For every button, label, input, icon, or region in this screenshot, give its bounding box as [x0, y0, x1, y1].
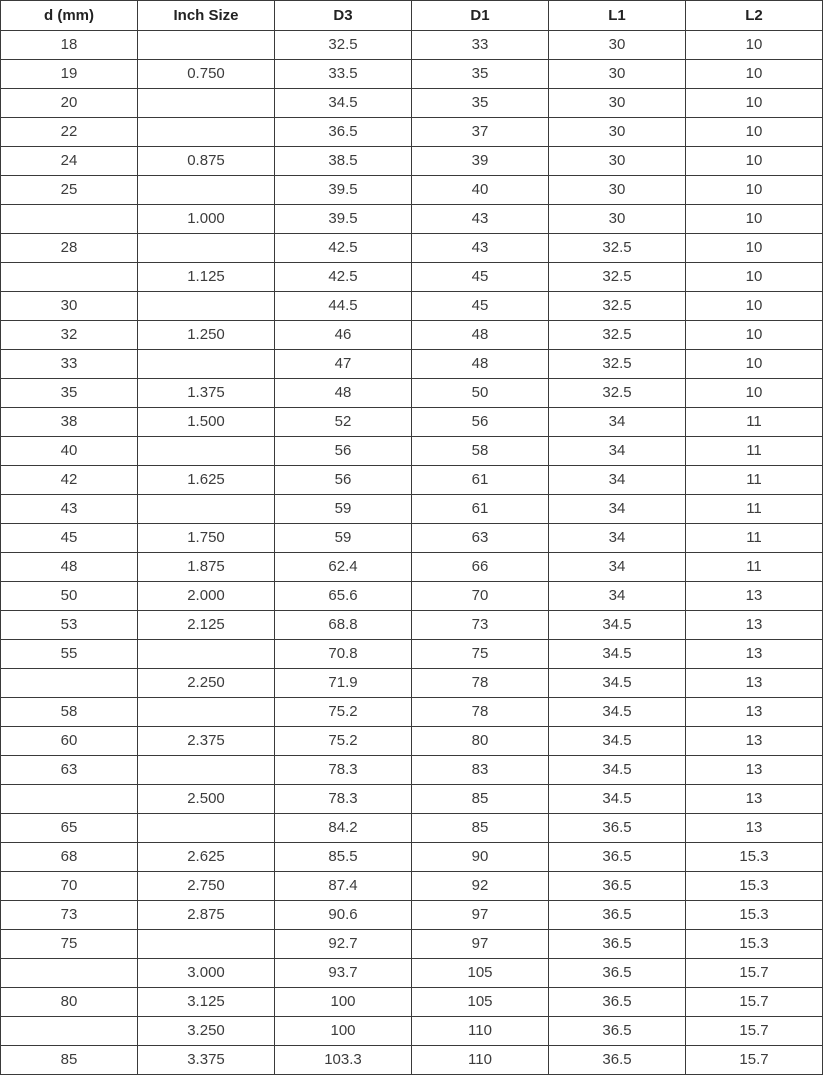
cell-d-mm: 30 — [1, 292, 138, 321]
table-row — [1, 437, 823, 466]
cell-l1: 30 — [549, 31, 686, 60]
cell-d3: 32.5 — [275, 31, 412, 60]
cell-d-mm: 58 — [1, 698, 138, 727]
cell-d1: 61 — [412, 466, 549, 495]
cell-l1: 36.5 — [549, 1017, 686, 1046]
cell-d-mm: 75 — [1, 930, 138, 959]
cell-inch-size: 3.125 — [138, 988, 275, 1017]
cell-d1: 90 — [412, 843, 549, 872]
cell-d3: 75.2 — [275, 698, 412, 727]
header-l1: L1 — [549, 1, 686, 31]
cell-d3: 47 — [275, 350, 412, 379]
cell-d1: 58 — [412, 437, 549, 466]
cell-d1: 37 — [412, 118, 549, 147]
cell-l2: 10 — [686, 31, 823, 60]
cell-l2: 10 — [686, 176, 823, 205]
cell-d-mm: 42 — [1, 466, 138, 495]
cell-d3: 75.2 — [275, 727, 412, 756]
cell-d-mm: 65 — [1, 814, 138, 843]
cell-d3: 68.8 — [275, 611, 412, 640]
cell-inch-size: 2.000 — [138, 582, 275, 611]
cell-d1: 45 — [412, 292, 549, 321]
table-row — [1, 930, 823, 959]
cell-d-mm — [1, 669, 138, 698]
table-row — [1, 901, 823, 930]
cell-inch-size: 2.375 — [138, 727, 275, 756]
cell-d-mm: 28 — [1, 234, 138, 263]
cell-d-mm: 55 — [1, 640, 138, 669]
table-row — [1, 1046, 823, 1075]
table-row — [1, 582, 823, 611]
table-row — [1, 640, 823, 669]
cell-l2: 15.3 — [686, 901, 823, 930]
cell-l2: 10 — [686, 321, 823, 350]
cell-d3: 90.6 — [275, 901, 412, 930]
header-row — [1, 1, 823, 31]
cell-d1: 85 — [412, 814, 549, 843]
cell-inch-size — [138, 640, 275, 669]
cell-d3: 42.5 — [275, 263, 412, 292]
cell-d-mm: 35 — [1, 379, 138, 408]
table-row — [1, 321, 823, 350]
cell-d-mm: 48 — [1, 553, 138, 582]
cell-inch-size — [138, 814, 275, 843]
cell-d3: 92.7 — [275, 930, 412, 959]
cell-l1: 34 — [549, 553, 686, 582]
cell-d-mm — [1, 263, 138, 292]
cell-d-mm: 80 — [1, 988, 138, 1017]
cell-inch-size: 0.750 — [138, 60, 275, 89]
cell-l2: 10 — [686, 379, 823, 408]
table-row — [1, 147, 823, 176]
table-row — [1, 60, 823, 89]
cell-l2: 15.3 — [686, 930, 823, 959]
cell-l1: 30 — [549, 176, 686, 205]
cell-l2: 10 — [686, 263, 823, 292]
cell-inch-size: 1.875 — [138, 553, 275, 582]
cell-d3: 36.5 — [275, 118, 412, 147]
table-row — [1, 176, 823, 205]
table-row — [1, 1017, 823, 1046]
table-row — [1, 698, 823, 727]
cell-d-mm: 53 — [1, 611, 138, 640]
table-row — [1, 872, 823, 901]
cell-inch-size: 3.375 — [138, 1046, 275, 1075]
cell-l1: 36.5 — [549, 988, 686, 1017]
cell-d3: 65.6 — [275, 582, 412, 611]
cell-d1: 48 — [412, 321, 549, 350]
cell-d1: 97 — [412, 930, 549, 959]
cell-d-mm: 19 — [1, 60, 138, 89]
table-row — [1, 495, 823, 524]
cell-d1: 35 — [412, 60, 549, 89]
cell-l2: 13 — [686, 814, 823, 843]
table-row — [1, 263, 823, 292]
cell-d3: 59 — [275, 495, 412, 524]
cell-l2: 15.3 — [686, 872, 823, 901]
cell-d1: 92 — [412, 872, 549, 901]
cell-l2: 13 — [686, 698, 823, 727]
cell-l1: 32.5 — [549, 379, 686, 408]
table-row — [1, 205, 823, 234]
cell-d3: 100 — [275, 988, 412, 1017]
cell-d3: 100 — [275, 1017, 412, 1046]
cell-l2: 15.3 — [686, 843, 823, 872]
cell-d3: 103.3 — [275, 1046, 412, 1075]
cell-inch-size: 1.375 — [138, 379, 275, 408]
table-row — [1, 669, 823, 698]
cell-l1: 34 — [549, 495, 686, 524]
cell-l2: 11 — [686, 553, 823, 582]
cell-l1: 36.5 — [549, 901, 686, 930]
cell-l1: 34.5 — [549, 611, 686, 640]
cell-d-mm: 25 — [1, 176, 138, 205]
table-row — [1, 843, 823, 872]
cell-d1: 78 — [412, 698, 549, 727]
cell-l1: 30 — [549, 205, 686, 234]
table-row — [1, 350, 823, 379]
cell-inch-size: 1.250 — [138, 321, 275, 350]
cell-l1: 34.5 — [549, 640, 686, 669]
cell-d3: 39.5 — [275, 176, 412, 205]
table-row — [1, 379, 823, 408]
table-row — [1, 611, 823, 640]
table-row — [1, 785, 823, 814]
cell-l2: 15.7 — [686, 1017, 823, 1046]
cell-d-mm: 85 — [1, 1046, 138, 1075]
table-row — [1, 553, 823, 582]
cell-l2: 10 — [686, 350, 823, 379]
cell-d3: 38.5 — [275, 147, 412, 176]
cell-l2: 10 — [686, 60, 823, 89]
table-row — [1, 118, 823, 147]
cell-d3: 87.4 — [275, 872, 412, 901]
cell-inch-size — [138, 437, 275, 466]
cell-d3: 84.2 — [275, 814, 412, 843]
cell-l2: 11 — [686, 408, 823, 437]
cell-l1: 36.5 — [549, 814, 686, 843]
header-inch-size: Inch Size — [138, 1, 275, 31]
table-row — [1, 408, 823, 437]
cell-inch-size: 2.875 — [138, 901, 275, 930]
cell-d1: 70 — [412, 582, 549, 611]
cell-inch-size — [138, 350, 275, 379]
cell-l2: 11 — [686, 524, 823, 553]
cell-d3: 78.3 — [275, 756, 412, 785]
cell-inch-size: 1.000 — [138, 205, 275, 234]
cell-inch-size — [138, 292, 275, 321]
cell-inch-size — [138, 234, 275, 263]
cell-l1: 32.5 — [549, 292, 686, 321]
cell-d3: 78.3 — [275, 785, 412, 814]
cell-d-mm: 45 — [1, 524, 138, 553]
cell-d-mm: 50 — [1, 582, 138, 611]
cell-d3: 56 — [275, 437, 412, 466]
cell-d-mm: 20 — [1, 89, 138, 118]
cell-d3: 85.5 — [275, 843, 412, 872]
cell-l1: 36.5 — [549, 1046, 686, 1075]
cell-l1: 36.5 — [549, 959, 686, 988]
cell-inch-size: 2.250 — [138, 669, 275, 698]
cell-l2: 13 — [686, 785, 823, 814]
table-row — [1, 988, 823, 1017]
cell-l2: 13 — [686, 669, 823, 698]
cell-d-mm: 63 — [1, 756, 138, 785]
cell-d3: 48 — [275, 379, 412, 408]
cell-l2: 15.7 — [686, 959, 823, 988]
cell-l1: 34.5 — [549, 785, 686, 814]
cell-l2: 10 — [686, 292, 823, 321]
cell-d-mm: 40 — [1, 437, 138, 466]
cell-d3: 34.5 — [275, 89, 412, 118]
table-row — [1, 959, 823, 988]
cell-inch-size — [138, 89, 275, 118]
cell-d3: 62.4 — [275, 553, 412, 582]
cell-d1: 78 — [412, 669, 549, 698]
cell-d-mm: 32 — [1, 321, 138, 350]
cell-d1: 110 — [412, 1017, 549, 1046]
cell-l2: 10 — [686, 234, 823, 263]
cell-l1: 30 — [549, 60, 686, 89]
cell-l2: 15.7 — [686, 1046, 823, 1075]
cell-d-mm: 22 — [1, 118, 138, 147]
cell-d1: 45 — [412, 263, 549, 292]
cell-d-mm — [1, 1017, 138, 1046]
cell-d3: 71.9 — [275, 669, 412, 698]
cell-d3: 70.8 — [275, 640, 412, 669]
cell-l2: 13 — [686, 582, 823, 611]
cell-l1: 36.5 — [549, 843, 686, 872]
cell-l2: 10 — [686, 205, 823, 234]
cell-inch-size — [138, 31, 275, 60]
cell-l2: 13 — [686, 727, 823, 756]
table-row — [1, 234, 823, 263]
cell-l1: 32.5 — [549, 234, 686, 263]
cell-inch-size: 1.500 — [138, 408, 275, 437]
cell-l2: 11 — [686, 495, 823, 524]
table-row — [1, 524, 823, 553]
cell-l1: 30 — [549, 118, 686, 147]
cell-d-mm: 60 — [1, 727, 138, 756]
table-row — [1, 466, 823, 495]
cell-l1: 36.5 — [549, 930, 686, 959]
cell-inch-size — [138, 118, 275, 147]
cell-d1: 85 — [412, 785, 549, 814]
cell-d1: 110 — [412, 1046, 549, 1075]
cell-d-mm: 70 — [1, 872, 138, 901]
cell-d1: 83 — [412, 756, 549, 785]
cell-inch-size: 2.625 — [138, 843, 275, 872]
cell-l1: 36.5 — [549, 872, 686, 901]
cell-inch-size: 2.500 — [138, 785, 275, 814]
table-body — [1, 31, 823, 1075]
cell-inch-size: 1.625 — [138, 466, 275, 495]
header-d1: D1 — [412, 1, 549, 31]
cell-d1: 63 — [412, 524, 549, 553]
cell-l1: 34 — [549, 524, 686, 553]
cell-l1: 34.5 — [549, 756, 686, 785]
cell-d1: 61 — [412, 495, 549, 524]
cell-inch-size — [138, 176, 275, 205]
cell-d-mm: 68 — [1, 843, 138, 872]
cell-d1: 39 — [412, 147, 549, 176]
cell-inch-size: 2.125 — [138, 611, 275, 640]
cell-l1: 34.5 — [549, 698, 686, 727]
cell-l2: 10 — [686, 118, 823, 147]
cell-l1: 34.5 — [549, 669, 686, 698]
cell-l2: 11 — [686, 466, 823, 495]
cell-inch-size: 2.750 — [138, 872, 275, 901]
cell-inch-size: 1.125 — [138, 263, 275, 292]
cell-d3: 52 — [275, 408, 412, 437]
cell-l2: 10 — [686, 89, 823, 118]
cell-d1: 80 — [412, 727, 549, 756]
cell-inch-size: 3.250 — [138, 1017, 275, 1046]
cell-d-mm: 24 — [1, 147, 138, 176]
header-d-mm: d (mm) — [1, 1, 138, 31]
cell-inch-size: 3.000 — [138, 959, 275, 988]
cell-d1: 66 — [412, 553, 549, 582]
cell-d1: 33 — [412, 31, 549, 60]
cell-d1: 97 — [412, 901, 549, 930]
cell-d1: 48 — [412, 350, 549, 379]
table-row — [1, 31, 823, 60]
cell-l1: 34.5 — [549, 727, 686, 756]
cell-d-mm: 38 — [1, 408, 138, 437]
cell-d-mm: 18 — [1, 31, 138, 60]
cell-l2: 10 — [686, 147, 823, 176]
cell-l1: 32.5 — [549, 350, 686, 379]
cell-d-mm: 43 — [1, 495, 138, 524]
cell-d1: 73 — [412, 611, 549, 640]
cell-l1: 34 — [549, 437, 686, 466]
cell-d3: 42.5 — [275, 234, 412, 263]
cell-inch-size — [138, 698, 275, 727]
cell-d1: 43 — [412, 205, 549, 234]
cell-d-mm: 73 — [1, 901, 138, 930]
cell-d1: 105 — [412, 959, 549, 988]
cell-inch-size — [138, 930, 275, 959]
cell-d1: 75 — [412, 640, 549, 669]
header-d3: D3 — [275, 1, 412, 31]
cell-d-mm: 33 — [1, 350, 138, 379]
cell-l1: 34 — [549, 582, 686, 611]
cell-d-mm — [1, 959, 138, 988]
cell-d1: 35 — [412, 89, 549, 118]
cell-d3: 59 — [275, 524, 412, 553]
cell-l1: 34 — [549, 466, 686, 495]
cell-l2: 13 — [686, 611, 823, 640]
cell-d1: 50 — [412, 379, 549, 408]
cell-l1: 32.5 — [549, 263, 686, 292]
cell-d-mm — [1, 785, 138, 814]
header-l2: L2 — [686, 1, 823, 31]
cell-l1: 32.5 — [549, 321, 686, 350]
cell-d3: 46 — [275, 321, 412, 350]
table-row — [1, 292, 823, 321]
cell-d1: 56 — [412, 408, 549, 437]
table-row — [1, 727, 823, 756]
cell-inch-size: 0.875 — [138, 147, 275, 176]
cell-d3: 93.7 — [275, 959, 412, 988]
table-row — [1, 814, 823, 843]
cell-inch-size — [138, 495, 275, 524]
cell-d3: 33.5 — [275, 60, 412, 89]
cell-l2: 13 — [686, 640, 823, 669]
table-row — [1, 756, 823, 785]
table-row — [1, 89, 823, 118]
cell-d3: 56 — [275, 466, 412, 495]
cell-l1: 30 — [549, 89, 686, 118]
cell-inch-size — [138, 756, 275, 785]
cell-l2: 15.7 — [686, 988, 823, 1017]
cell-l2: 11 — [686, 437, 823, 466]
cell-l1: 30 — [549, 147, 686, 176]
cell-d1: 43 — [412, 234, 549, 263]
cell-l1: 34 — [549, 408, 686, 437]
cell-d3: 44.5 — [275, 292, 412, 321]
cell-d1: 105 — [412, 988, 549, 1017]
cell-d-mm — [1, 205, 138, 234]
cell-d1: 40 — [412, 176, 549, 205]
cell-d3: 39.5 — [275, 205, 412, 234]
cell-inch-size: 1.750 — [138, 524, 275, 553]
cell-l2: 13 — [686, 756, 823, 785]
